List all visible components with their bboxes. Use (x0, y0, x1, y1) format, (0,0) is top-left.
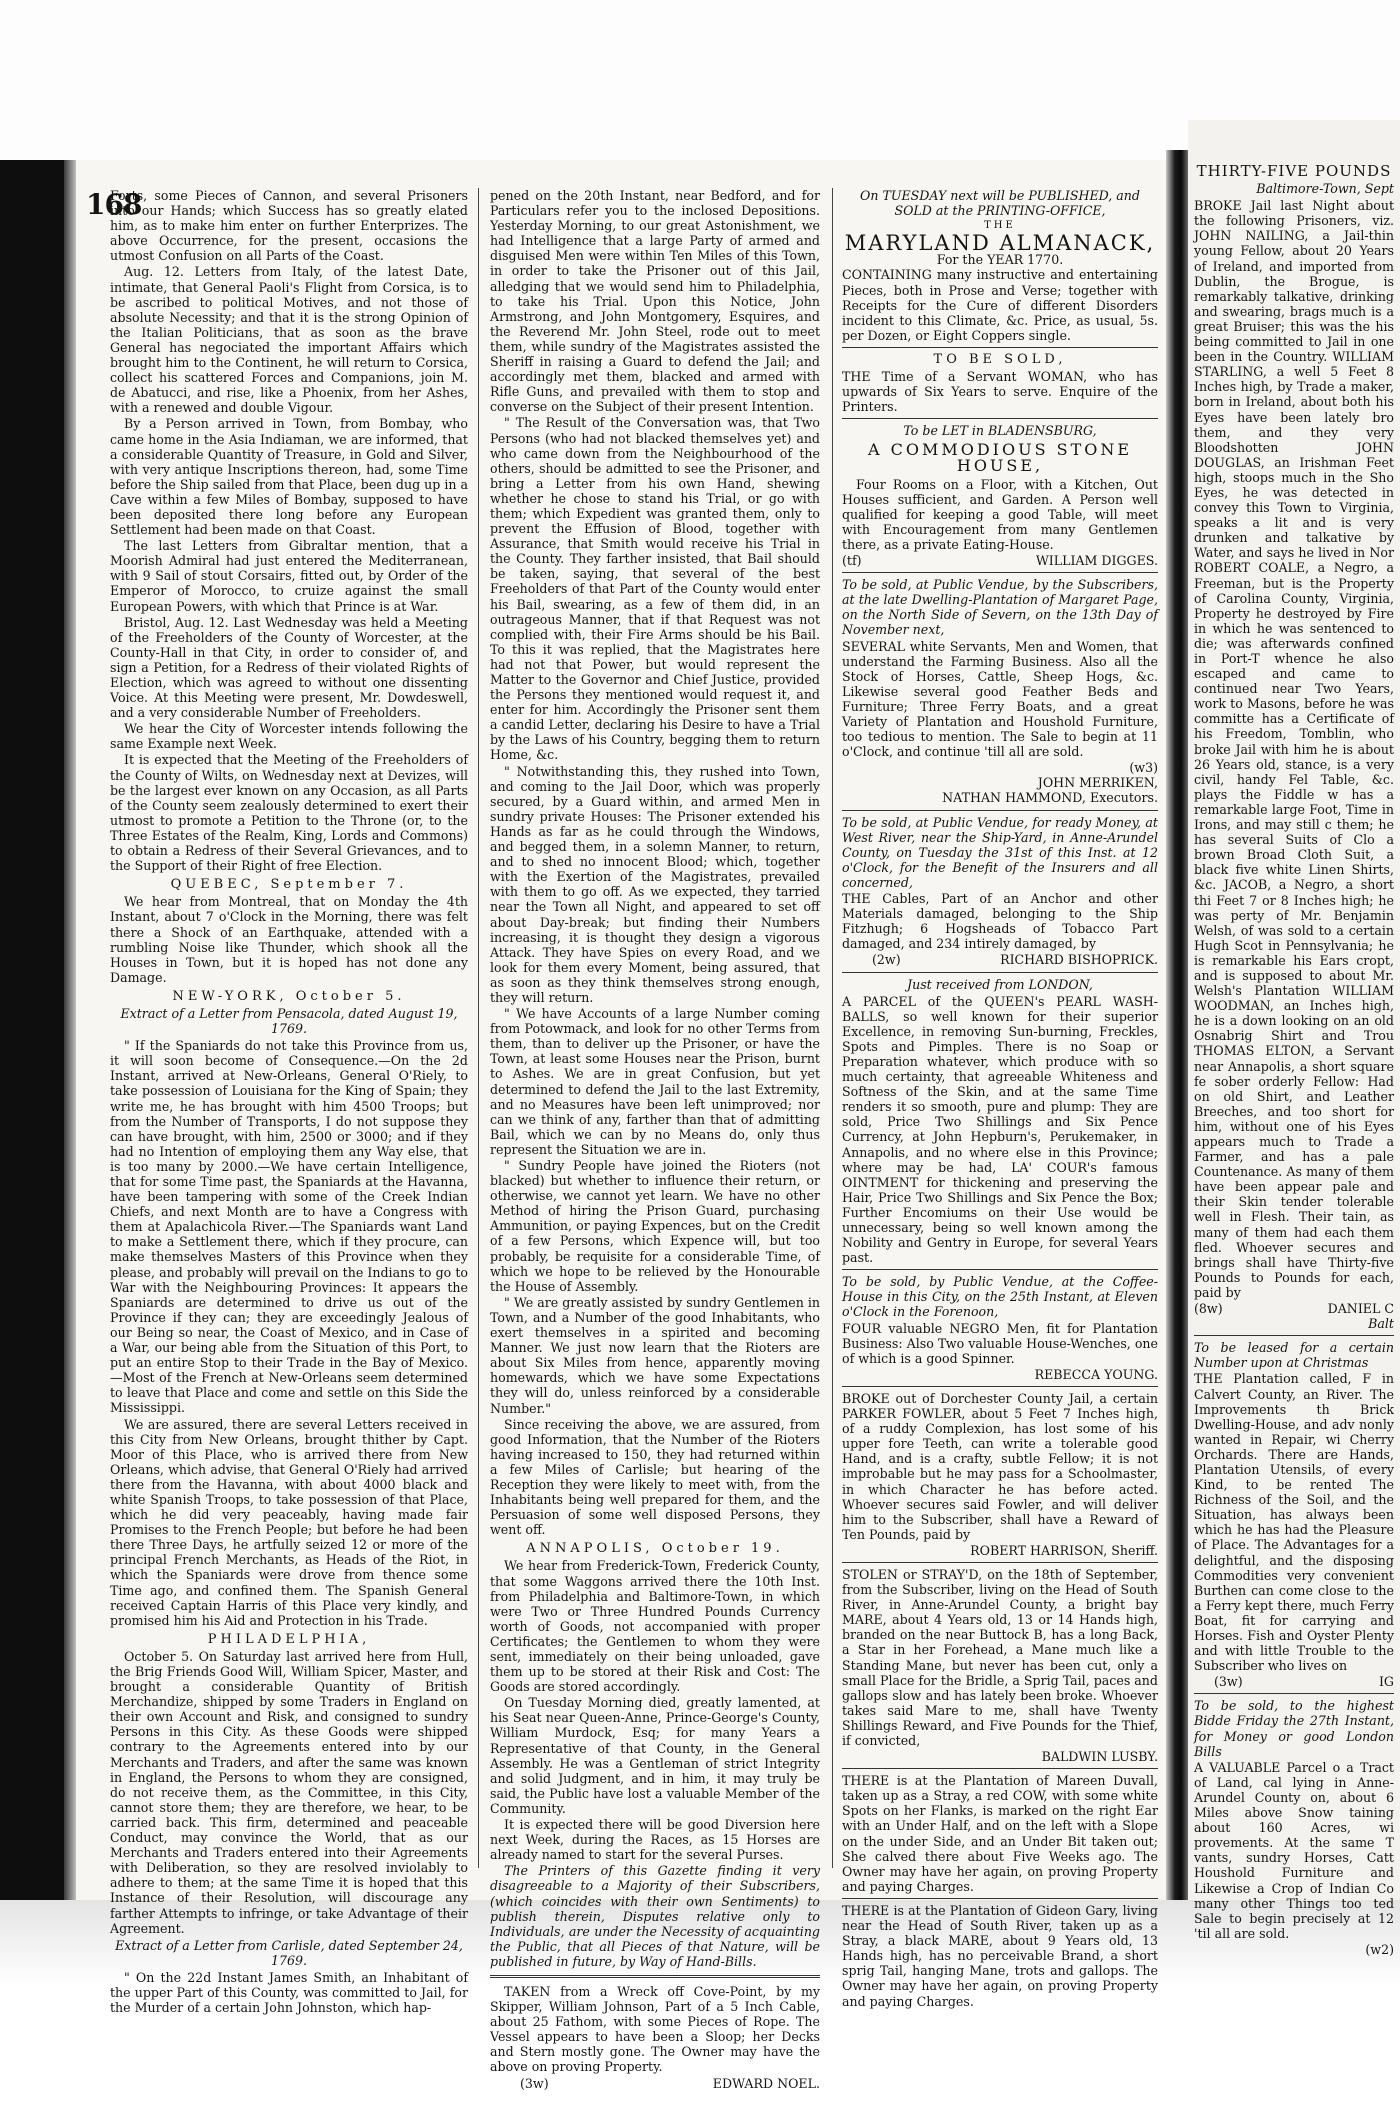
ad-signature (490, 2076, 820, 2091)
page-number: 168 (86, 188, 142, 221)
article-paragraph: It is expected that the Meeting of the Freeholders of the County of Wilts, on Wednesday next at Devizes, will be the largest ever known on any Occasion, as all Parts of the County seem zealously determined to exert their utmost to promote a Petition to the Throne (or, to the Three Estates of the Realm, King, Lords and Commons) to obtain a Redress of their Several Grievances, and to the Support of their Right of free Election. (110, 752, 468, 874)
ad-subheading: Baltimore-Town, Sept (1256, 181, 1394, 197)
ad-code: (w2) (1365, 1941, 1394, 1957)
advertisement: THERE is at the Plantation of Gideon Gary, living near the Head of South River, taken up as a Stray, a black MARE, about 9 Years old, 13 Hands high, has no perceivable Brand, a short sprig Tail, hanging Mane, trots and gallops. The Owner may have her again, on proving Property and paying Charges. (842, 1902, 1158, 2009)
article-paragraph: By a Person arrived in Town, from Bombay, who came home in the Asia Indiaman, we are informed, that a considerable Quantity of Treasure, in Gold and Silver, with very antique Inscriptions thereon, had, some Time before the Ship sailed from that Place, been dug up in a Cave within a few Miles of Bombay, supposed to have been deposited there long before any European Settlement had been made on that Coast. (110, 416, 468, 538)
ad-signature (1194, 1301, 1394, 1331)
ad-code: (3w) (520, 2075, 549, 2091)
ad-signer: EDWARD NOEL. (712, 2075, 820, 2091)
book-spine (1166, 150, 1188, 1910)
dateline-heading: QUEBEC, September 7. (170, 877, 408, 893)
ad-rule (842, 1898, 1158, 1899)
ad-signer: DANIEL C (1327, 1301, 1394, 1317)
article-paragraph: October 5. On Saturday last arrived here from Hull, the Brig Friends Good Will, William Spicer, Master, and brought a considerable Quantity of British Merchandize, shipped by some Traders in England on their own Account and Risk, and consigned to sundry Persons in this City. As these Goods were shipped contrary to the Agreements entered into by our Merchants and Traders, and after the same was known in England, the Persons to whom they are consigned, do not receive them, as the Committee, in this City, cannot store them; they are therefore, we hear, to be carried back. This firm, determined and peaceable Conduct, may convince the World, that as our Merchants and Traders entered into their Agreements with Deliberation, so they are resolved inviolably to adhere to them; at the same Time it is hoped that this Instance of their Resolution, will discourage any farther Attempts to infringe, or take Advantage of their Agreement. (110, 1648, 468, 1936)
column-2 (490, 188, 820, 2091)
ad-rule (842, 418, 1158, 419)
extract-heading: Extract of a Letter from Carlisle, dated September 24, 1769. (115, 1937, 463, 1968)
article-paragraph: Bristol, Aug. 12. Last Wednesday was held a Meeting of the Freeholders of the County of Worcester, at the County-Hall in that City, in order to consider of, and sign a Petition, for a Redress of their violated Rights of Election, which was agreed to without one dissenting Voice. At this Meeting were present, Mr. Dowdeswell, and a very considerable Number of Freeholders. (110, 614, 468, 721)
advertisement: THE Cables, Part of an Anchor and other Materials damaged, belonging to the Ship Fitzhugh; 6 Hogsheads of Tobacco Part damaged, and 234 intirely damaged, by (842, 891, 1158, 952)
article-paragraph: The last Letters from Gibraltar mention, that a Moorish Admiral had just entered the Mediterranean, with 9 Sail of stout Corsairs, fitted out, by Order of the Emperor of Morocco, to cruize against the small European Powers, with which that Prince is at War. (110, 538, 468, 614)
article-paragraph: We hear from Frederick-Town, Frederick County, that some Waggons arrived there the 10th Inst. from Philadelphia and Baltimore-Town, in which were Two or Three Hundred Pounds Currency worth of Goods, not accompanied with proper Certificates; the Gentlemen to whom they were sent, immediately on their being unloaded, gave them up to be stored at their Risk and Cost: The Goods are stored accordingly. (490, 1558, 820, 1695)
advertisement: CONTAINING many instructive and entertaining Pieces, both in Prose and Verse; together with Receipts for the Cure of different Disorders incident to this Climate, &c. Price, as usual, 5s. per Dozen, or Eight Coppers single. (842, 267, 1158, 343)
printers-notice: The Printers of this Gazette finding it very disagreeable to a Majority of their Subscribers, (which coincides with their own Sentiments) to publish therein, Disputes relative only to Individuals, are under the Necessity of acquainting the Public, that all Pieces of that Nature, will be published in future, by Way of Hand-Bills. (490, 1863, 820, 1969)
ad-signature (842, 760, 1158, 805)
almanack-title: MARYLAND ALMANACK, (844, 231, 1156, 256)
ad-rule (842, 810, 1158, 811)
ad-signer: ROBERT HARRISON, Sheriff. (970, 1542, 1158, 1558)
ad-code: (w3) (1129, 760, 1158, 776)
dateline-heading: NEW-YORK, October 5. (172, 988, 406, 1004)
ad-rule (842, 1562, 1158, 1563)
ad-code: (3w) (1214, 1674, 1243, 1690)
ad-rule (1194, 1335, 1394, 1336)
ad-place: Balt (1368, 1316, 1394, 1332)
article-paragraph: We hear from Montreal, that on Monday the 4th Instant, about 7 o'Clock in the Morning, there was felt there a Shock of an Earthquake, attended with a rumbling Noise like Thunder, which shook all the Houses in Town, but it is hoped has not done any Damage. (110, 894, 468, 985)
ad-code: (tf) (842, 553, 862, 569)
ad-heading: To be leased for a certain Number upon at Christmas (1194, 1340, 1394, 1371)
section-rule (490, 1975, 820, 1978)
dateline-heading: PHILADELPHIA, (207, 1631, 371, 1647)
ad-signer: REBECCA YOUNG. (1034, 1366, 1158, 1382)
column-3 (842, 188, 1158, 2009)
article-paragraph: Aug. 12. Letters from Italy, of the latest Date, intimate, that General Paoli's Flight from Corsica, is to be ascribed to political Motives, and not those of absolute Necessity; and that it is the strong Opinion of the Italian Politicians, that as soon as the brave General has negociated the important Affairs which brought him to the Continent, he will return to Corsica, collect his scattered Forces and Companions, join M. de Abatucci, and rise, like a Phoenix, from her Ashes, with a renewed and double Vigour. (110, 264, 468, 416)
column-rule (832, 188, 833, 1868)
facing-page-column (1194, 160, 1394, 1957)
advertisement: A PARCEL of the QUEEN's PEARL WASH-BALLS, so well known for their superior Excellence, in removing Sun-burning, Freckles, Spots and Pimples. There is no Soap or Preparation whatever, which produce with so much certainty, that agreeable Whiteness and Softness of the Skin, and at the same Time renders it so smooth, pure and plump: They are sold, Price Two Shillings and Six Pence Currency, at John Hepburn's, Perukemaker, in Annapolis, and no where else in this Province; where may be had, LA' COUR's famous OINTMENT for thickening and preserving the Hair, Price Two Shillings and Six Pence the Box; Further Encomiums on their Use would be unnecessary, being so well known among the Nobility and Gentry in Europe, for several Years past. (842, 993, 1158, 1266)
article-paragraph: " Sundry People have joined the Rioters (not blacked) but whether to influence their return, or otherwise, we cannot yet learn. We have no other Method of hiring the Prison Guard, purchasing Ammunition, or paying Expences, but on the Credit of a few Persons, which Expence will, but too probably, be requisite for a considerable Time, of which we hope to be relieved by the Honourable the House of Assembly. (490, 1158, 820, 1294)
ad-signer-role: Executors. (1089, 790, 1158, 806)
ad-heading: To be sold, by Public Vendue, at the Coffee-House in this City, on the 25th Instant, at Eleven o'Clock in the Forenoon, (842, 1274, 1158, 1320)
article-paragraph: " We are greatly assisted by sundry Gentlemen in Town, and a Number of the good Inhabitants, who exert themselves in a spirited and becoming Manner. We just now learn that the Rioters are about Six Miles from hence, apparently moving homewards, which we have some Expectations they will do, unless reinforced by a considerable Number." (490, 1294, 820, 1416)
advertisement: SEVERAL white Servants, Men and Women, that understand the Farming Business. Also all the Stock of Horses, Cattle, Sheep Hogs, &c. Likewise several good Feather Beds and Furniture; Three Ferry Boats, and a great Variety of Plantation and Houshold Furniture, too tedious to mention. The Sale to begin at 11 o'Clock, and continue 'till all are sold. (842, 638, 1158, 760)
ad-rule (842, 1768, 1158, 1769)
article-paragraph: " We have Accounts of a large Number coming from Potowmack, and look for no other Terms from them, than to deliver up the Prisoner, or have the Town, at least some Houses near the Prison, burnt to Ashes. We are in great Confusion, but yet determined to defend the Jail to the last Extremity, and no Measures have been left unimproved; nor can we think of any, farther than that of admitting Bail, which we can by no Means do, only thus represent the Situation we are in. (490, 1006, 820, 1157)
ad-rule (1194, 1693, 1394, 1694)
advertisement: A VALUABLE Parcel o a Tract of Land, cal lying in Anne-Arundel County on, about 6 Miles above Snow taining about 160 Acres, wi provements. At the same T vants, sundry Horses, Catt Houshold Furniture and Likewise a Crop of Indian Co many other Things too ted Sale to begin precisely at 12 'til all are sold. (1194, 1759, 1394, 1941)
article-paragraph: " If the Spaniards do not take this Province from us, it will soon become of Consequence.—On the 2d Instant, arrived at New-Orleans, General O'Riely, to take possession of Louisiana for the King of Spain; they write me, he has brought with him 4500 Troops; but from the Number of Transports, I do not suppose they can have brought, with him, 2500 or 3000; and if they had no Intention of employing them any Way else, that is too many by 2000.—We have certain Intelligence, that for some Time past, the Spaniards at the Havanna, have been tampering with some of the Creek Indian Chiefs, and next Month are to have a Congress with them at Apalachicola River.—The Spaniards want Land to make a Settlement there, which if they procure, can make themselves Masters of this Province when they please, and probably will prevail on the Indians to go to War with the Neighbouring Provinces: It appears the Spaniards are determined to drive us out of the Province if they can; they are exceedingly Jealous of our Being so near, the Coast of Mexico, and in Case of a War, our being able from the Situation of this Port, to put an entire Stop to their Trade in the Bay of Mexico.—Most of the French at New-Orleans seem determined to leave that Place and come and settle on this Side the Mississippi. (110, 1038, 468, 1416)
ad-heading: To be sold, to the highest Bidde Friday the 27th Instant, for Money or good London Bills (1194, 1698, 1394, 1759)
advertisement: BROKE Jail last Night about the following Prisoners, viz. JOHN NAILING, a Jail-thin young Fellow, about 20 Years of Ireland, and imported from Dublin, the Brogue, is remarkably talkative, drinking and swearing, brags much is a great Bruiser; this was the his being committed to Jail in one been in the Country. WILLIAM STARLING, a well 5 Feet 8 Inches high, by Trade a maker, born in Ireland, about both his Eyes have been lately bro them, and they very Bloodshotten JOHN DOUGLAS, an Irishman Feet high, stoops much in the Sho Eyes, he was detected in convey this Town to Virginia, speaks a lit and is very drunken and talkative by Water, and says he lived in Nor ROBERT COALE, a Negro, a Freeman, but is the Property of Carolina County, Virginia, Property he destroyed by Fire in which he was sentenced to die; was afterwards confined in Port-T whence he also escaped and came to continued near Two Years, work to Masons, before he was committe has a Certificate of his Freedom, Tomblin, who broke Jail with him he is about 26 Years old, stance, is a very civil, handy Fel Table, &c. plays the Fiddle w has a remarkable large Foot, Time in Irons, and may still c them; he has several Suits of Clo a brown Broad Cloth Suit, a black five white Linen Shirts, &c. JACOB, a Negro, a short thi Feet 7 or 8 Inches high; he was perty of Mr. Benjamin Welsh, of was sold to a certain Hugh Scot in Pennsylvania; he is remarkable his Ears cropt, and is supposed to about Mr. Welsh's Plantation WILLIAM WOODMAN, an Inches high, he is a down looking on an old Osnabrig Shirt and Trou THOMAS ELTON, a Servant near Annapolis, a short square fe sober orderly Fellow: Had on old Shirt, and Leather Breeches, and too short for him, without one of his Eyes appears much to Trade a Farmer, and has a pale Countenance. As many of them have been appear pale and their Skin tender tolerable well in Flesh. Their tain, as many of them had each them fled. Whoever secures and brings shall have Thirty-five Pounds to Pounds for each, paid by (1194, 198, 1394, 1300)
ad-rule (842, 1386, 1158, 1387)
advertisement: STOLEN or STRAY'D, on the 18th of September, from the Subscriber, living on the Head of South River, in Anne-Arundel County, a bright bay MARE, about 4 Years old, 13 or 14 Hands high, branded on the near Buttock B, has a long Back, a Star in her Forehead, a Mane much like a Standing Mane, but never has been cut, only a small Place for the Bridle, a Sprig Tail, paces and gallops slow and has lately been broke. Whoever takes said Mare to me, shall have Twenty Shillings Reward, and Five Pounds for the Thief, if convicted, (842, 1566, 1158, 1748)
article-paragraph: pened on the 20th Instant, near Bedford, and for Particulars refer you to the inclosed Depositions. Yesterday Morning, to our great Astonishment, we had Intelligence that a large Party of armed and disguised Men were within Ten Miles of this Town, in order to take the Prisoner out of this Jail, alledging that we would send him to Philadelphia, to take his Trial. Upon this Notice, John Armstrong, and John Montgomery, Esquires, and the Reverend Mr. John Steel, rode out to meet them, while sundry of the Magistrates assisted the Sheriff in raising a Guard to defend the Jail; and accordingly met them, blacked and armed with Rifle Guns, and prevailed with them to stop and converse on the Subject of their present Intention. (490, 188, 820, 415)
almanack-year: For the YEAR 1770. (936, 252, 1064, 268)
advertisement: FOUR valuable NEGRO Men, fit for Plantation Business: Also Two valuable House-Wenches, one of which is a good Spinner. (842, 1320, 1158, 1366)
advertisement: THE Time of a Servant WOMAN, who has upwards of Six Years to serve. Enquire of the Printers. (842, 369, 1158, 415)
ad-title: A COMMODIOUS STONE HOUSE, (867, 440, 1133, 475)
ad-signature (842, 553, 1158, 568)
ad-signature (842, 952, 1158, 967)
ad-signature (1194, 1674, 1394, 1689)
ad-heading: To be LET in BLADENSBURG, (903, 423, 1097, 439)
ad-code: (2w) (872, 952, 901, 968)
ad-signer: NATHAN HAMMOND, (942, 790, 1086, 806)
article-paragraph: We are assured, there are several Letters received in this City from New Orleans, brought thither by Capt. Moor of this Place, who is arrived there from New Orleans, which advise, that General O'Riely had arrived there from the Havanna, with about 4000 black and white Spanish Troops, to take possession of that Place, which he did very peaceably, having made fair Promises to the French People; but before he had been there Three Days, he artfully seized 12 or more of the principal French Merchants, as Heads of the Riot, in which the Spaniards were drove from thence some Time ago, and confined them. The Spanish General received Captain Harris of this Place very kindly, and promised him his Aid and Protection in his Trade. (110, 1416, 468, 1628)
ad-rule (842, 347, 1158, 348)
extract-heading: Extract of a Letter from Pensacola, dated August 19, 1769. (120, 1005, 458, 1037)
dateline-heading: ANNAPOLIS, October 19. (526, 1541, 784, 1557)
book-binding-shadow (0, 160, 64, 1900)
article-paragraph: Since receiving the above, we are assured, from good Information, that the Number of the Rioters having increased to 150, they had returned within a few Miles of Carlisle; but hearing of the Reception they were likely to meet with, from the Inhabitants being well prepared for them, and the Persuasion of some well disposed Persons, they went off. (490, 1416, 820, 1538)
ad-signer: WILLIAM DIGGES. (1035, 553, 1158, 569)
advertisement: TAKEN from a Wreck off Cove-Point, by my Skipper, William Johnson, Part of a 5 Inch Cable, about 25 Fathom, with some Pieces of Rope. The Vessel appears to have been a Sloop; her Decks and Stern mostly gone. The Owner may have the above on proving Property. (490, 1983, 820, 2075)
article-paragraph: It is expected there will be good Diversion here next Week, during the Races, as 15 Horses are already named to start for the several Purses. (490, 1817, 820, 1863)
almanack-intro: On TUESDAY next will be PUBLISHED, and SOLD at the PRINTING-OFFICE, (860, 188, 1140, 219)
ad-rule (842, 972, 1158, 973)
ad-heading: THIRTY-FIVE POUNDS (1196, 162, 1392, 180)
ad-signer: BALDWIN LUSBY. (1041, 1749, 1158, 1765)
advertisement: BROKE out of Dorchester County Jail, a certain PARKER FOWLER, about 5 Feet 7 Inches high, of a ruddy Complexion, has lost some of his upper fore Teeth, can write a tolerable good Hand, and is a crafty, subtle Fellow; it is not improbable but he may pass for a Schoolmaster, in which Character he has before acted. Whoever secures said Fowler, and will deliver him to the Subscriber, shall have a Reward of Ten Pounds, paid by (842, 1390, 1158, 1542)
article-paragraph: " On the 22d Instant James Smith, an Inhabitant of the upper Part of this County, was committed to Jail, for the Murder of a certain John Johnston, which hap- (110, 1969, 468, 2016)
article-paragraph: " The Result of the Conversation was, that Two Persons (who had not blacked themselves yet) and who came down from the Neighbourhood of the others, should be admitted to see the Prisoner, and bring a Letter from his own Hand, shewing whether he chose to stand his Trial, or go with them; which Expedient was granted them, only to prevent the Effusion of Blood, together with Assurance, that Smith would receive his Trial in the County. They farther insisted, that Bail should be taken, saying, that several of the best Freeholders of that Part of the County would enter his Bail, swearing, as a few of them did, in an outrageous Manner, that if that Request was not complied with, their Fire Arms should be his Bail. To this it was replied, that the Magistrates here had not that Power, but would represent the Matter to the Governor and Chief Justice, provided the Persons they mentioned would request it, and enter for him. Accordingly the Prisoner sent them a candid Letter, declaring his Desire to have a Trial by the Laws of his Country, begging them to return Home, &c. (490, 415, 820, 763)
advertisement: THE Plantation called, F in Calvert County, an River. The Improvements th Brick Dwelling-House, and adv nonly wanted in Repair, wi Cherry Orchards. There are Hands, Plantation Utensils, of every Kind, to be rented The Richness of the Soil, and the Situation, has always been which he has had the Pleasure of Place. The Advantages for a delightful, and the disposing Commodities very convenient Burthen can come close to the a Ferry kept there, much Ferry Boat, fit for carrying and Horses. Fish and Oyster Plenty and with little Trouble to the Subscriber who lives on (1194, 1371, 1394, 1674)
advertisement: Four Rooms on a Floor, with a Kitchen, Out Houses sufficient, and Garden. A Person well qualified for keeping a good Table, will meet with Encouragement from many Gentlemen there, as a private Eating-House. (842, 476, 1158, 552)
ad-signer: RICHARD BISHOPRICK. (1000, 952, 1158, 968)
article-paragraph: Forts, some Pieces of Cannon, and several Prisoners into our Hands; which Success has so greatly elated him, as to make him enter on further Enterprizes. The above Occurrence, for the present, occasions the utmost Confusion on all Parts of the Coast. (110, 188, 468, 264)
column-1 (110, 188, 468, 2016)
ad-heading: TO BE SOLD, (933, 351, 1067, 367)
ad-code: (8w) (1194, 1301, 1223, 1317)
ad-heading: To be sold, at Public Vendue, for ready Money, at West River, near the Ship-Yard, in Anne-Arundel County, on Tuesday the 31st of this Inst. at 12 o'Clock, for the Benefit of the Insurers and all concerned, (842, 814, 1158, 890)
almanack-the: THE (984, 220, 1016, 232)
article-paragraph: We hear the City of Worcester intends following the same Example next Week. (110, 721, 468, 752)
ad-heading: Just received from LONDON, (907, 976, 1093, 992)
ad-signer: IG (1378, 1674, 1394, 1690)
ad-signer: JOHN MERRIKEN, (1037, 775, 1158, 791)
column-rule (478, 188, 479, 1868)
ad-heading: To be sold, at Public Vendue, by the Subscribers, at the late Dwelling-Plantation of Margaret Page, on the North Side of Severn, on the 13th Day of November next, (842, 577, 1158, 638)
ad-rule (842, 1269, 1158, 1270)
advertisement: THERE is at the Plantation of Mareen Duvall, taken up as a Stray, a red COW, with some white Spots on her Flanks, is marked on the right Ear with an Under Half, and on the left with a Slope on the under Side, and an Under Bit taken out; She calved there about Five Weeks ago. The Owner may have her again, on proving Property and paying Charges. (842, 1773, 1158, 1894)
ad-rule (842, 572, 1158, 573)
article-paragraph: " Notwithstanding this, they rushed into Town, and coming to the Jail Door, which was properly secured, by a Guard within, and armed Men in sundry private Houses: The Prisoner extended his Hands as far as he could through the Windows, and begged them, in a solemn Manner, to return, and to shed no innocent Blood; which, together with the Exertion of the Magistrates, prevailed with them to go off. As we expected, they tarried near the Town all Night, and appeared to set off about Day-break; but finding their Numbers increasing, it is thought they design a vigorous Attack. They have Spies on every Road, and we look for them every Moment, being assured, that as soon as they think themselves strong enough, they will return. (490, 763, 820, 1005)
article-paragraph: On Tuesday Morning died, greatly lamented, at his Seat near Queen-Anne, Prince-George's County, William Murdock, Esq; for many Years a Representative of that County, in the General Assembly. He was a Gentleman of strict Integrity and solid Judgment, and in him, it may truly be said, the Public have lost a valuable Member of the Community. (490, 1695, 820, 1816)
